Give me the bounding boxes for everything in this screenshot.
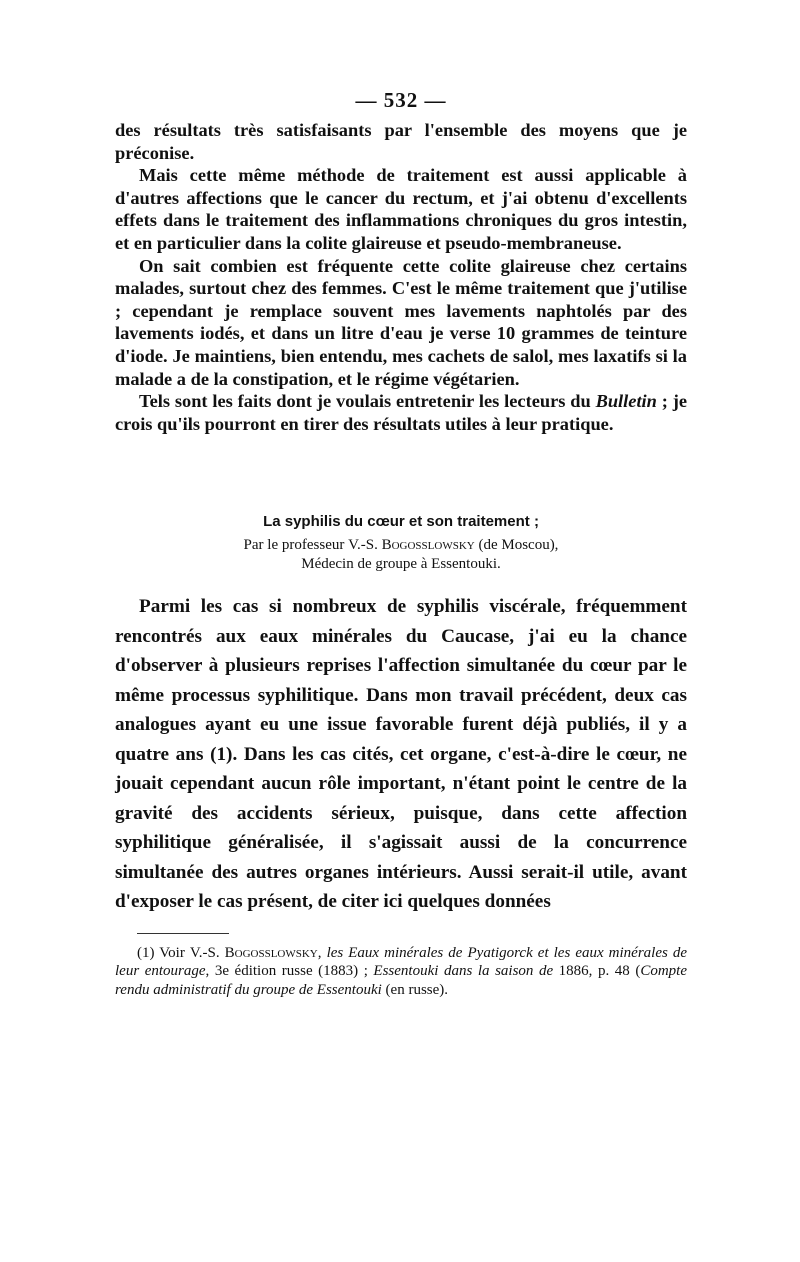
article-byline: [115, 536, 687, 555]
footnote-title-1: les Eaux minérales de Pyatigorck et les eaux minérales de leur entourage: [115, 944, 688, 980]
book-page: [115, 88, 687, 999]
footnote-middle-2: 1886, p. 48 (: [553, 963, 641, 980]
footnote-end: (en russe).: [381, 981, 449, 998]
paragraph-4: [115, 390, 687, 435]
bulletin-title: Bulletin: [595, 391, 657, 412]
paragraph-4-text-before: Tels sont les faits dont je voulais entretenir les lecteurs du: [139, 391, 596, 412]
article-title: La syphilis du cœur et son traitement ;: [263, 513, 539, 531]
paragraph-4-text-after: ; je crois qu'ils pourront en tirer des résultats utiles à leur pratique.: [115, 391, 687, 434]
byline-prefix: Par le professeur: [243, 537, 349, 554]
paragraph-1: des résultats très satisfaisants par l'ensemble des moyens que je préconise.: [115, 120, 687, 163]
footnote-sep: ,: [317, 944, 327, 961]
footnote-title-3: Compte rendu administratif du groupe de Essentouki: [115, 963, 688, 998]
article-paragraph-1: Parmi les cas si nombreux de syphilis viscérale, fréquemment rencontrés aux eaux minérales du Caucase, j'ai eu la chance d'observer à plusieurs reprises l'affection simultanée du cœur par le même processus syphilitique. Dans mon travail précédent, deux cas analogues ayant eu une issue favorable furent déjà publiés, il y a quatre ans (1). Dans les cas cités, cet organe, c'est-à-dire le cœur, ne jouait cependant aucun rôle important, n'étant point le centre de la gravité des accidents sérieux, puisque, dans cette affection syphilitique généralisée, il s'agissait aussi de la concurrence simultanée des autres organes intérieurs. Aussi serait-il utile, avant d'exposer le cas présent, de citer ici quelques données: [115, 596, 687, 913]
page-number: — 532 —: [355, 88, 447, 112]
footnote-marker: (1) Voir: [137, 944, 190, 961]
footnote-divider: [137, 933, 229, 934]
paragraph-2: Mais cette même méthode de traitement est aussi applicable à d'autres affections que le cancer du rectum, et j'ai obtenu d'excellents effets dans le traitement des inflammations chroniques du gros intestin, et en particulier dans la colite glaireuse et pseudo-membraneuse.: [115, 165, 687, 253]
footnote-middle: , 3e édition russe (1883) ;: [205, 963, 374, 980]
author-affiliation: Médecin de groupe à Essentouki.: [301, 556, 501, 573]
byline-suffix: (de Moscou),: [474, 537, 559, 554]
author-name: V.-S. Bogosslowsky: [348, 537, 475, 554]
footnote-author: V.-S. Bogosslowsky: [189, 944, 318, 961]
footnote: [115, 944, 687, 1000]
paragraph-3: On sait combien est fréquente cette colite glaireuse chez certains malades, surtout chez des femmes. C'est le même traitement que j'utilise ; cependant je remplace souvent mes lavements naphtolés par des lavements iodés, et dans un litre d'eau je verse 10 grammes de teinture d'iode. Je maintiens, bien entendu, mes cachets de salol, mes laxatifs si la malade a de la constipation, et le régime végétarien.: [115, 255, 687, 389]
footnote-title-2: Essentouki dans la saison de: [373, 963, 554, 980]
